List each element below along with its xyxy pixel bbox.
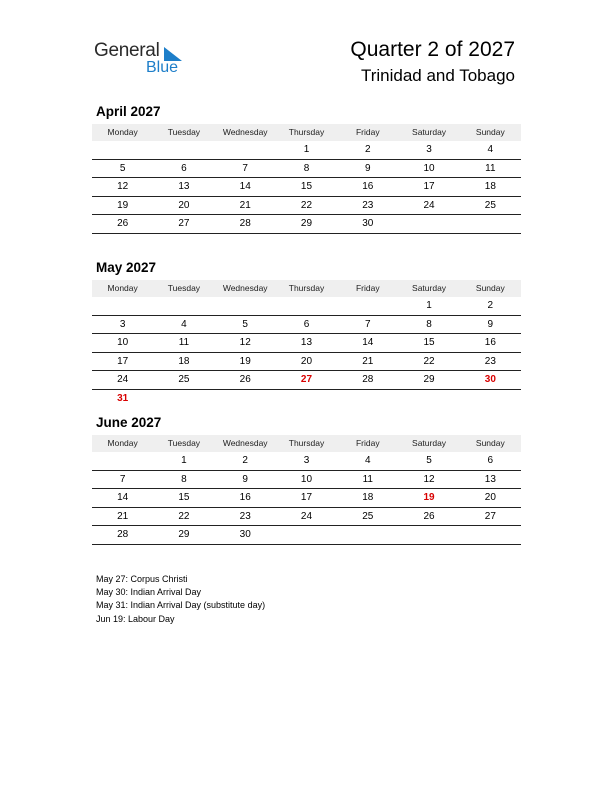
weekday-label: Friday — [355, 127, 380, 137]
day-cell — [215, 297, 276, 315]
day-cell: 6 — [487, 455, 494, 466]
day-cell — [153, 297, 214, 315]
day-cell: 27 — [178, 218, 190, 229]
week-row — [92, 489, 521, 508]
day-cell: 28 — [362, 374, 374, 385]
day-cell: 22 — [423, 355, 435, 367]
week-row — [92, 316, 521, 335]
day-cell — [92, 297, 153, 315]
day-cell: 25 — [362, 510, 374, 522]
month-title: April 2027 — [96, 104, 161, 119]
day-cell — [337, 297, 398, 315]
day-cell: 12 — [117, 181, 129, 192]
day-cell: 17 — [117, 355, 129, 367]
day-cell: 17 — [300, 492, 313, 503]
weekday-label: Friday — [355, 283, 380, 293]
logo-general-text: General — [94, 40, 160, 61]
week-row — [92, 353, 521, 372]
day-cell: 16 — [239, 492, 251, 503]
holiday-day-cell: 31 — [117, 392, 129, 404]
day-cell: 21 — [239, 199, 251, 211]
day-cell: 11 — [178, 337, 190, 348]
weekday-label: Monday — [107, 438, 138, 448]
day-cell: 19 — [117, 199, 129, 211]
day-cell: 7 — [119, 473, 126, 485]
holiday-day-cell: 19 — [423, 492, 435, 503]
day-cell — [398, 215, 459, 233]
day-cell — [276, 297, 337, 315]
day-cell: 3 — [303, 455, 310, 466]
day-cell: 15 — [423, 337, 435, 348]
day-cell: 25 — [484, 199, 496, 211]
day-cell: 8 — [303, 162, 310, 174]
day-cell — [337, 526, 398, 544]
day-cell: 9 — [364, 162, 371, 174]
day-cell: 8 — [181, 473, 187, 485]
day-cell — [215, 390, 276, 408]
weekday-label: Wednesday — [222, 283, 268, 293]
week-row — [92, 215, 521, 234]
week-row — [92, 471, 521, 490]
weekday-label: Tuesday — [167, 283, 201, 293]
day-cell: 24 — [423, 199, 435, 211]
day-cell: 23 — [362, 199, 374, 211]
day-cell: 15 — [178, 492, 190, 503]
day-cell: 1 — [426, 300, 432, 311]
day-cell: 11 — [485, 162, 496, 174]
day-cell: 28 — [117, 529, 129, 540]
day-cell: 29 — [423, 374, 435, 385]
holiday-notes — [96, 573, 265, 626]
weekday-label: Monday — [107, 283, 138, 293]
day-cell: 1 — [303, 144, 310, 155]
day-cell: 16 — [484, 337, 496, 348]
day-cell — [215, 141, 276, 159]
day-cell: 24 — [300, 510, 313, 522]
month-calendar — [92, 259, 521, 407]
day-cell: 9 — [242, 473, 248, 485]
day-cell: 20 — [484, 492, 496, 503]
day-cell: 7 — [364, 318, 371, 330]
weekday-label: Saturday — [412, 127, 447, 137]
day-cell: 13 — [300, 337, 313, 348]
day-cell: 20 — [178, 199, 190, 211]
week-row — [92, 526, 521, 545]
week-row — [92, 508, 521, 527]
day-cell: 2 — [487, 300, 494, 311]
holiday-day-cell: 30 — [484, 374, 496, 385]
week-row — [92, 160, 521, 179]
holiday-note: May 30: Indian Arrival Day — [96, 587, 202, 598]
day-cell: 28 — [239, 218, 251, 229]
week-row — [92, 390, 521, 408]
week-row — [92, 141, 521, 160]
day-cell: 26 — [117, 218, 129, 229]
day-cell — [153, 141, 214, 159]
day-cell: 30 — [239, 529, 251, 540]
day-cell: 26 — [239, 374, 251, 385]
weekday-label: Wednesday — [222, 438, 268, 448]
logo-blue-text: Blue — [146, 59, 179, 76]
day-cell — [398, 390, 459, 408]
day-cell: 21 — [117, 510, 129, 522]
day-cell: 18 — [484, 181, 496, 192]
day-cell: 29 — [178, 529, 190, 540]
holiday-note: May 27: Corpus Christi — [96, 574, 188, 584]
weekday-header — [92, 124, 521, 141]
day-cell — [92, 452, 153, 470]
day-cell: 23 — [484, 355, 496, 367]
day-cell: 12 — [423, 473, 435, 485]
day-cell: 13 — [484, 473, 496, 485]
day-cell: 2 — [242, 455, 248, 466]
day-cell: 9 — [487, 318, 494, 330]
week-row — [92, 371, 521, 390]
weekday-label: Friday — [355, 438, 380, 448]
day-cell: 22 — [178, 510, 190, 522]
day-cell — [460, 215, 521, 233]
day-cell: 4 — [487, 144, 494, 155]
week-row — [92, 178, 521, 197]
day-cell — [398, 526, 459, 544]
day-cell: 26 — [423, 510, 435, 522]
logo — [94, 40, 194, 80]
day-cell: 5 — [426, 455, 432, 466]
day-cell: 2 — [364, 144, 371, 155]
day-cell: 19 — [239, 355, 251, 367]
day-cell — [92, 141, 153, 159]
day-cell: 24 — [117, 374, 129, 385]
day-cell — [460, 390, 521, 408]
day-cell: 16 — [362, 181, 374, 192]
day-cell: 21 — [362, 355, 374, 367]
day-cell: 29 — [300, 218, 313, 229]
weekday-label: Thursday — [288, 283, 325, 293]
weekday-label: Sunday — [475, 438, 505, 448]
weekday-label: Thursday — [288, 438, 325, 448]
day-cell: 30 — [362, 218, 374, 229]
weekday-label: Saturday — [412, 283, 447, 293]
day-cell: 10 — [117, 337, 129, 348]
week-row — [92, 334, 521, 353]
day-cell: 20 — [300, 355, 313, 367]
day-cell: 14 — [117, 492, 129, 503]
page-subtitle: Trinidad and Tobago — [360, 66, 515, 85]
weekday-label: Sunday — [475, 283, 505, 293]
weekday-label: Thursday — [288, 127, 325, 137]
week-row — [92, 197, 521, 216]
day-cell: 7 — [242, 162, 248, 174]
month-calendar — [92, 103, 521, 234]
day-cell: 18 — [362, 492, 374, 503]
day-cell: 17 — [423, 181, 435, 192]
day-cell: 4 — [364, 455, 371, 466]
day-cell: 14 — [362, 337, 374, 348]
weekday-header — [92, 435, 521, 452]
day-cell — [276, 390, 337, 408]
weekday-label: Saturday — [412, 438, 447, 448]
weekday-label: Tuesday — [167, 438, 201, 448]
day-cell: 1 — [181, 455, 187, 466]
day-cell: 14 — [239, 181, 251, 192]
day-cell: 3 — [426, 144, 432, 155]
page-title: Quarter 2 of 2027 — [350, 38, 515, 61]
day-cell: 23 — [239, 510, 251, 522]
day-cell — [153, 390, 214, 408]
day-cell: 15 — [300, 181, 313, 192]
day-cell: 27 — [484, 510, 496, 522]
day-cell: 25 — [178, 374, 190, 385]
day-cell: 8 — [426, 318, 432, 330]
weekday-label: Tuesday — [167, 127, 201, 137]
day-cell: 5 — [119, 162, 126, 174]
day-cell: 18 — [178, 355, 190, 367]
month-title: May 2027 — [96, 260, 157, 275]
day-cell — [460, 526, 521, 544]
day-cell: 10 — [423, 162, 435, 174]
day-cell: 11 — [362, 473, 373, 485]
week-row — [92, 452, 521, 471]
month-title: June 2027 — [96, 415, 162, 430]
month-calendar — [92, 414, 521, 545]
day-cell: 12 — [239, 337, 251, 348]
day-cell: 5 — [242, 318, 248, 330]
day-cell — [276, 526, 337, 544]
holiday-note: Jun 19: Labour Day — [96, 613, 175, 624]
day-cell: 22 — [300, 199, 313, 211]
holiday-note: May 31: Indian Arrival Day (substitute day) — [96, 600, 266, 611]
weekday-label: Sunday — [475, 127, 505, 137]
weekday-label: Monday — [107, 127, 138, 137]
weekday-label: Wednesday — [222, 127, 268, 137]
day-cell: 4 — [181, 318, 187, 330]
day-cell: 6 — [181, 162, 187, 174]
day-cell — [337, 390, 398, 408]
day-cell: 3 — [119, 318, 126, 330]
week-row — [92, 297, 521, 316]
holiday-day-cell: 27 — [300, 374, 313, 385]
weekday-header — [92, 280, 521, 297]
day-cell: 13 — [178, 181, 190, 192]
day-cell: 10 — [300, 473, 313, 485]
day-cell: 6 — [303, 318, 310, 330]
